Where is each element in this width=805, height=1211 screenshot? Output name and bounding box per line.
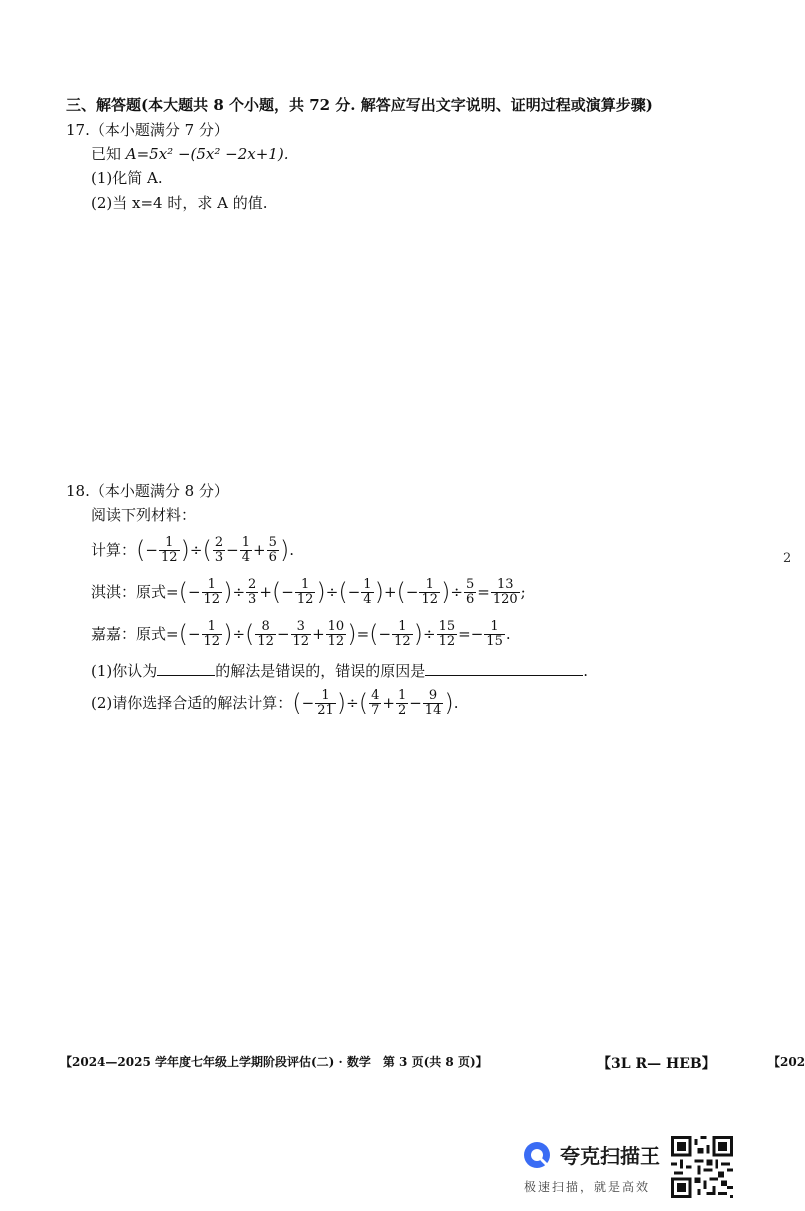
fraction: $\frac{1}{4}$	[363, 576, 372, 607]
jiajia-label: 嘉嘉：原式=	[91, 625, 179, 643]
fraction: $\frac{5}{6}$	[465, 576, 475, 607]
calc-label: 计算：	[91, 541, 137, 559]
fraction: $\frac{1}{4}$	[241, 534, 250, 565]
q17-given-prefix: 已知	[91, 145, 126, 163]
fraction: $\frac{1}{12}$	[203, 576, 221, 607]
q18-qiqi-line: 淇淇：原式= ( − $\frac{1}{12}$ ) ÷ $\frac{2}{3}$ + ( − $\frac{1}{12}$ ) ÷ ( − $\frac{1}{4}$ ) + ( − $\frac{1}{12}$ ) ÷ $\frac{5}{6}$ = $\frac{13}{120}$ ;	[91, 576, 526, 607]
part2-label: (2)请你选择合适的解法计算：	[91, 694, 293, 712]
q17-part1: (1)化简 A.	[91, 169, 163, 187]
fraction: $\frac{2}{3}$	[214, 534, 224, 565]
brand-name: 夸克扫描王	[560, 1144, 660, 1168]
qr-code-icon	[671, 1136, 733, 1198]
fraction: $\frac{4}{7}$	[371, 687, 380, 718]
answer-blank-name[interactable]	[157, 661, 215, 676]
q18-jiajia-line: 嘉嘉：原式= ( − $\frac{1}{12}$ ) ÷ ( $\frac{8}{12}$ − $\frac{3}{12}$ + $\frac{10}{12}$ ) = ( − $\frac{1}{12}$ ) ÷ $\frac{15}{12}$ =− $\frac{1}{15}$ .	[91, 618, 511, 649]
fraction: $\frac{1}{15}$	[486, 618, 503, 649]
fraction: $\frac{3}{12}$	[292, 618, 310, 649]
brand-slogan: 极速扫描，就是高效	[524, 1180, 651, 1194]
fraction: $\frac{1}{2}$	[397, 687, 407, 718]
fraction: $\frac{10}{12}$	[327, 618, 345, 649]
footer-code: 【3L R— HEB】	[597, 1056, 716, 1072]
fraction: $\frac{9}{14}$	[424, 687, 442, 718]
q17-part2: (2)当 x=4 时，求 A 的值.	[91, 194, 268, 212]
q18-calc-line: 计算： ( − $\frac{1}{12}$ ) ÷ ( $\frac{2}{3}$ − $\frac{1}{4}$ + $\frac{5}{6}$ ) .	[91, 534, 294, 565]
fraction: $\frac{1}{12}$	[394, 618, 411, 649]
q17-given-expr: A=5x² −(5x² −2x+1).	[125, 145, 289, 163]
fraction: $\frac{1}{12}$	[296, 576, 314, 607]
q18-intro: 阅读下列材料：	[91, 506, 197, 524]
fraction: $\frac{2}{3}$	[248, 576, 257, 607]
q18-part2: (2)请你选择合适的解法计算： ( − $\frac{1}{21}$ ) ÷ ( $\frac{4}{7}$ + $\frac{1}{2}$ − $\frac{9}{14}$ ) .	[91, 687, 459, 718]
fraction: $\frac{15}{12}$	[438, 618, 456, 649]
quark-logo-icon	[522, 1140, 552, 1170]
q17-title: 17.（本小题满分 7 分）	[66, 121, 229, 139]
q17-given	[91, 144, 288, 164]
fraction: $\frac{5}{6}$	[268, 534, 277, 565]
fraction: $\frac{1}{12}$	[160, 534, 178, 565]
fraction: $\frac{13}{120}$	[492, 576, 518, 607]
footer-edge-text: 【202	[768, 1055, 805, 1069]
margin-mark: 2	[783, 551, 792, 566]
qiqi-label: 淇淇：原式=	[91, 583, 179, 601]
fraction: $\frac{1}{12}$	[421, 576, 439, 607]
answer-blank-reason[interactable]	[425, 661, 583, 676]
q18-part1: (1)你认为 的解法是错误的，错误的原因是 .	[91, 662, 589, 680]
fraction: $\frac{1}{12}$	[203, 618, 221, 649]
section-heading: 三、解答题(本大题共 8 个小题，共 72 分. 解答应写出文字说明、证明过程或演算步骤)	[66, 96, 653, 114]
footer-info: 【2024—2025 学年度七年级上学期阶段评估(二) · 数学 第 3 页(共 8 页)】	[60, 1055, 488, 1069]
fraction: $\frac{8}{12}$	[257, 618, 274, 649]
fraction: $\frac{1}{21}$	[317, 687, 334, 718]
q18-title: 18.（本小题满分 8 分）	[66, 482, 229, 500]
